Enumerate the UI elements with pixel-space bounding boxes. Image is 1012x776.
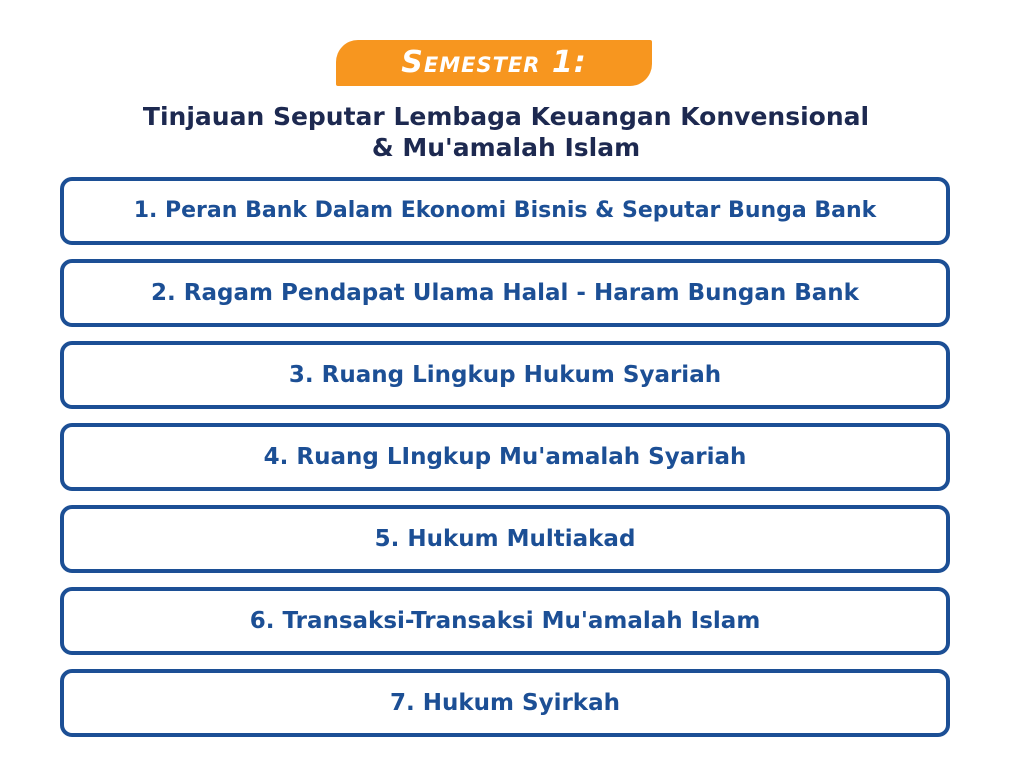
topic-label: 6. Transaksi-Transaksi Mu'amalah Islam [249, 607, 761, 634]
topic-item-2 [60, 259, 950, 327]
topic-list [60, 177, 952, 737]
semester-badge-label: Semester 1: [401, 45, 587, 80]
topic-label: 1. Peran Bank Dalam Ekonomi Bisnis & Seputar Bunga Bank [133, 198, 877, 223]
topic-item-5 [60, 505, 950, 573]
topic-item-7 [60, 669, 950, 737]
topic-item-3 [60, 341, 950, 409]
semester-badge [336, 40, 652, 86]
topic-item-6 [60, 587, 950, 655]
topic-item-1 [60, 177, 950, 245]
topic-label: 3. Ruang Lingkup Hukum Syariah [288, 361, 722, 388]
topic-item-4 [60, 423, 950, 491]
topic-label: 5. Hukum Multiakad [374, 525, 636, 552]
topic-label: 2. Ragam Pendapat Ulama Halal - Haram Bungan Bank [151, 279, 859, 306]
topic-label: 7. Hukum Syirkah [390, 689, 620, 716]
page-subtitle-line-1: Tinjauan Seputar Lembaga Keuangan Konvensional [142, 102, 870, 131]
topic-label: 4. Ruang LIngkup Mu'amalah Syariah [263, 443, 747, 470]
page-subtitle-line-2: & Mu'amalah Islam [371, 133, 641, 162]
